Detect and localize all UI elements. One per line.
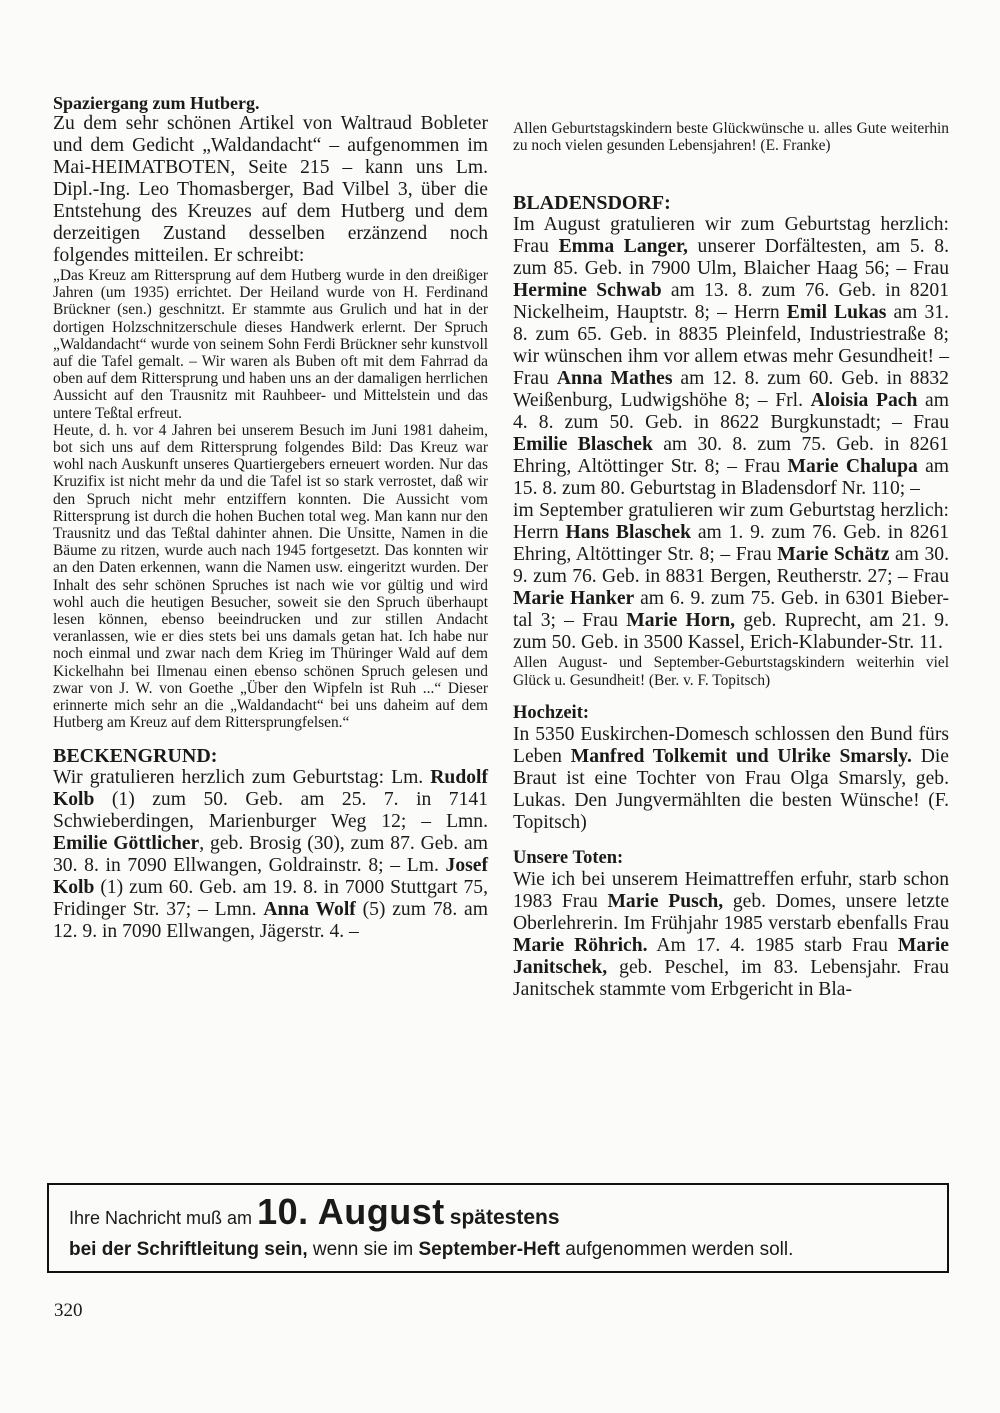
text-run: (1) zum 60. Geb. am 19. 8. in 7000 Stuttgart 75, Fridinger Str. 37; – Lmn. [53, 877, 488, 921]
article-quote: „Das Kreuz am Rittersprung auf dem Hutberg wurde in den dreißiger Jahren (um 1935) errichtet. Der Heiland wurde von H. Ferdinand Brückner (sen.) geschnitzt. Er stammte aus Grulich und hat in der dortigen Holzschnitzerschule dieses Handwerk erlernt. Der Spruch „Waldandacht“ wurde von seinem Sohn Ferdi Brückner sehr kunstvoll auf die Tafel gemalt. – Wir waren als Buben oft mit dem Fahrrad da oben auf dem Rittersprung und haben uns an der damaligen herrlichen Aussicht auf den Trausnitz mit Rauhbeer- und Mittelstein und das untere Teßtal erfreut. [53, 267, 488, 422]
hochzeit-heading: Hochzeit: [513, 702, 590, 723]
person-name: Marie Röhrich. [513, 934, 648, 956]
closing-text: Allen August- und September-Geburtstagskindern weiterhin viel Glück u. Gesundheit! (Ber. v. F. Topitsch) [513, 654, 949, 689]
notice-text: bei der Schriftleitung sein, [69, 1239, 308, 1260]
text-run: am 30. 8. zum 75. Geb. in 8261 Ehring, Altöttinger Str. 8; – Frau [513, 434, 949, 478]
text-run: am 15. 8. zum 80. Geburtstag in Bladensdorf Nr. 110; – [513, 456, 950, 500]
person-name: Hermine Schwab [513, 280, 662, 302]
text-run: Wir gratulieren herzlich zum Geburtstag: Lm. [53, 767, 431, 789]
person-name: Anna Wolf [263, 899, 356, 921]
person-name: Emma Langer, [558, 236, 688, 258]
bladensdorf-heading: BLADENSDORF: [513, 192, 671, 215]
text-run: im September gratulieren wir zum Geburtstag herzlich: Herrn [513, 500, 949, 544]
beckengrund-text [53, 767, 488, 943]
spacer [513, 834, 949, 848]
deadline-date: 10. August [257, 1191, 445, 1232]
right-column [513, 120, 949, 1001]
notice-line-1 [69, 1191, 560, 1233]
beckengrund-heading: BECKENGRUND: [53, 745, 218, 768]
notice-text: spätestens [449, 1206, 560, 1229]
person-name: Marie Janitschek, [513, 934, 949, 978]
person-name: Manfred Tolkemit und Ulrike Smarsly. [570, 745, 912, 767]
spacer [53, 731, 488, 745]
text-run: Am 17. 4. 1985 starb Frau [647, 934, 898, 956]
page-number: 320 [54, 1300, 83, 1321]
person-name: Anna Mathes [556, 368, 673, 390]
text-run: am 30. 9. zum 76. Geb. in 8831 Bergen, Reutherstr. 27; – Frau [513, 544, 949, 588]
text-run: Die Braut ist eine Tochter von Frau Olga Smarsly, geb. Lukas. Den Jungvermählten die besten Wünsche! (F. Topitsch) [513, 745, 949, 833]
text-run: (1) zum 50. Geb. am 25. 7. in 7141 Schwieberdingen, Marienburger Weg 12; – Lmn. [53, 789, 488, 833]
person-name: Emil Lukas [786, 302, 887, 324]
person-name: Hans Blaschek [565, 522, 692, 544]
person-name: Marie Horn, [626, 610, 736, 632]
person-name: Emilie Göttlicher [53, 833, 200, 855]
bladensdorf-text [513, 214, 949, 500]
person-name: Marie Chalupa [787, 456, 918, 478]
spacer [513, 154, 949, 192]
text-run: am 13. 8. zum 76. Geb. in 8201 Nickelheim, Hauptstr. 8; – Herrn [513, 280, 949, 324]
text-run: (5) zum 78. am 12. 9. in 7090 Ellwangen, Jägerstr. 4. – [53, 899, 488, 943]
text-run: Im August gratulieren wir zum Geburtstag herzlich: Frau [513, 214, 949, 258]
text-run: Wie ich bei unserem Heimattreffen erfuhr, starb schon 1983 Frau [513, 868, 949, 912]
person-name: Josef Kolb [53, 855, 488, 899]
notice-line-2 [69, 1239, 793, 1261]
september-text [513, 500, 949, 654]
left-column [53, 93, 488, 943]
text-run: geb. Domes, unsere letzte Oberlehrerin. Im Frühjahr 1985 verstarb ebenfalls Frau [513, 890, 950, 934]
notice-text: wenn sie im [312, 1239, 414, 1260]
text-run: geb. Ruprecht, am 21. 9. zum 50. Geb. in 3500 Kassel, Erich-Klabunder-Str. 11. [513, 610, 950, 654]
person-name: Rudolf Kolb [53, 767, 488, 811]
person-name: Marie Pusch, [607, 890, 724, 912]
text-run: am 1. 9. zum 76. Geb. in 8261 Ehring, Altöttinger Str. 8; – Frau [513, 522, 950, 566]
article-intro: Zu dem sehr schönen Artikel von Waltraud Bobleter und dem Gedicht „Waldandacht“ – aufgenommen im Mai-HEIMATBOTEN, Seite 215 – kann uns Lm. Dipl.-Ing. Leo Thomasberger, Bad Vilbel 3, über die Entstehung des Kreuzes auf dem Hutberg und dem derzeitigen Zustand desselben erzänzend noch folgendes mitteilen. Er schreibt: [53, 113, 488, 266]
text-run: , geb. Brosig (30), zum 87. Geb. am 30. 8. in 7090 Ellwangen, Goldrainstr. 8; – Lm. [53, 833, 488, 877]
spacer [513, 689, 949, 703]
text-run: In 5350 Euskirchen-Domesch schlossen den Bund fürs Leben [513, 723, 949, 767]
toten-heading: Unsere Toten: [513, 847, 624, 868]
notice-text: September-Heft [418, 1239, 560, 1260]
text-run: am 6. 9. zum 75. Geb. in 6301 Bieber-tal 3; – Frau [513, 588, 949, 632]
article-quote-continued: Heute, d. h. vor 4 Jahren bei unserem Besuch im Juni 1981 daheim, bot sich uns auf dem Rittersprung folgendes Bild: Das Kreuz war wohl nach Auskunft unseres Quartiergebers erneuert worden. Nur das Kruzifix ist nicht mehr da und die Tafel ist so stark verrostet, daß wir den Spruch nicht mehr entziffern konnten. Die Aussicht vom Rittersprung ist durch die hohen Buchen total weg. Man kann nur den Trausnitz und das Teßtal dahinter ahnen. Die Unsitte, Namen in die Bäume zu ritzen, wurde auch nach 1945 fortgesetzt. Das konnten wir an den Daten erkennen, wann die Namen usw. eingeritzt wurden. Der Inhalt des sehr schönen Spruches ist nach wie vor gültig und wird wohl auch die heutigen Besucher, soweit sie den Spruch überhaupt lesen können, ebenso beeindrucken und zur stillen Andacht veranlassen, wie er dies stets bei uns damals getan hat. Ich habe nur noch einmal und zwar nach dem Krieg im Thüringer Wald auf dem Kickelhahn bei Ilmenau einen ebenso schönen Spruch gelesen und zwar von J. W. von Goethe „Über den Wipfeln ist Ruh ...“ Dieser erinnerte mich sehr an die „Waldandacht“ bei uns daheim auf dem Hutberg am Kreuz auf dem Rittersprungfelsen.“ [53, 421, 488, 732]
person-name: Marie Schätz [777, 544, 890, 566]
hochzeit-text [513, 724, 949, 834]
deadline-notice-box [47, 1183, 949, 1273]
text-run: geb. Peschel, im 83. Lebensjahr. Frau Janitschek stammte vom Erbgericht in Bla- [513, 956, 949, 1000]
notice-text: aufgenommen werden soll. [565, 1239, 794, 1260]
person-name: Aloisia Pach [810, 390, 918, 412]
text-run: am 31. 8. zum 65. Geb. in 8835 Pleinfeld, Industriestraße 8; wir wünschen ihm vor allem etwas mehr Gesundheit! – Frau [513, 302, 949, 390]
notice-text: Ihre Nachricht muß am [69, 1208, 253, 1228]
text-run: am 4. 8. zum 50. Geb. in 8622 Burgkunstadt; – Frau [513, 390, 949, 434]
greeting-text: Allen Geburtstagskindern beste Glückwünsche u. alles Gute weiterhin zu noch vielen gesunden Lebensjahren! (E. Franke) [513, 120, 949, 155]
text-run: unserer Dorfältesten, am 5. 8. zum 85. Geb. in 7900 Ulm, Blaicher Haag 56; – Frau [513, 236, 949, 280]
person-name: Emilie Blaschek [513, 434, 653, 456]
person-name: Marie Hanker [513, 588, 635, 610]
article-heading: Spaziergang zum Hutberg. [53, 93, 260, 113]
toten-text [513, 869, 949, 1001]
text-run: am 12. 8. zum 60. Geb. in 8832 Weißenburg, Ludwigshöhe 8; – Frl. [513, 368, 949, 412]
